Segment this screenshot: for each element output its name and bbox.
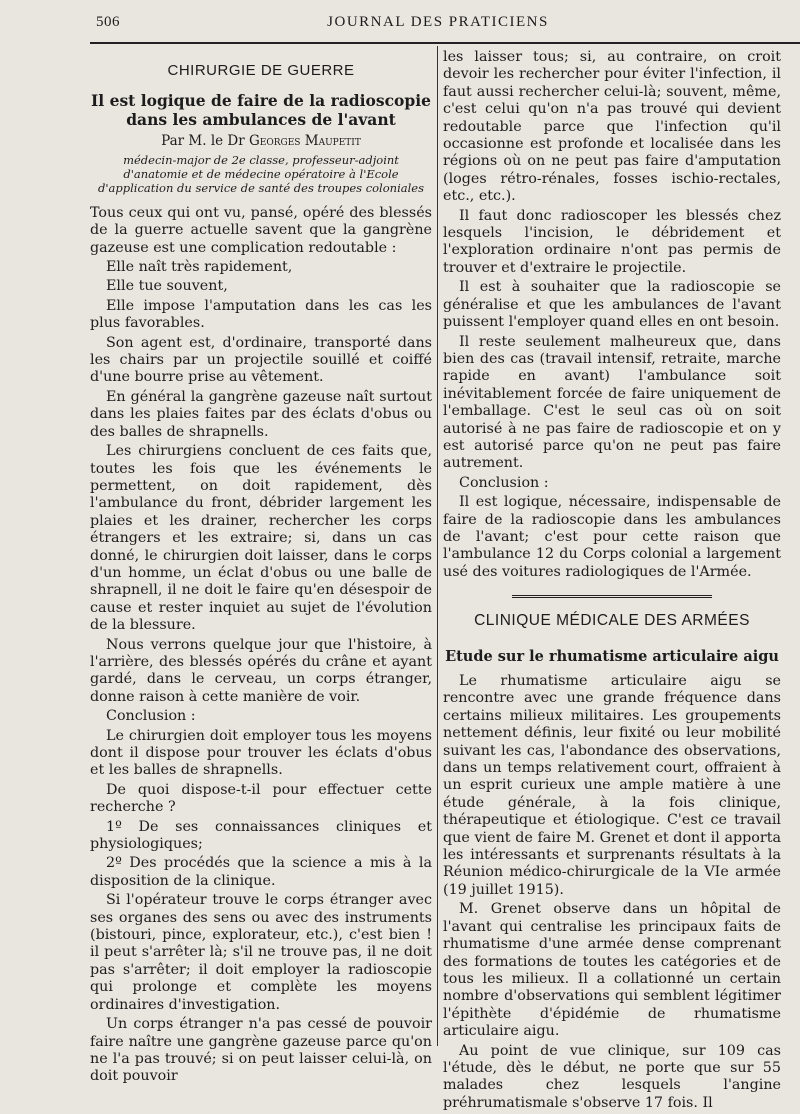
right-column xyxy=(443,49,781,1114)
paragraph: En général la gangrène gazeuse naît surtout dans les plaies faites par des éclats d'obus ou des balles de shrapnells. xyxy=(90,388,432,440)
paragraph: Conclusion : xyxy=(106,708,196,725)
paragraph: les laisser tous; si, au contraire, on croit devoir les rechercher pour éviter l'infection, il faut aussi rechercher celui-là; souvent, même, c'est celui qu'on n'a pas trouvé qui devient redoutable parce que l'infection qu'il occasionne est profonde et localisée dans les régions où on ne peut pas faire d'amputation (loges rétro-rénales, fosses ischio-rectales, etc., etc.). xyxy=(443,49,781,205)
section-separator xyxy=(512,595,712,598)
byline xyxy=(90,133,432,150)
paragraph: Elle impose l'amputation dans les cas les plus favorables. xyxy=(90,297,432,332)
byline-prefix: Par M. le Dr xyxy=(161,133,245,150)
article-title: Etude sur le rhumatisme articulaire aigu xyxy=(445,647,779,665)
paragraph: Si l'opérateur trouve le corps étranger avec ses organes des sens ou avec des instruments (bistouri, pince, explorateur, etc.), c'est bien ! il peut s'arrêter là; s'il ne trouve pas, il ne doit pas s'arrêter; il doit employer la radioscopie qui prolonge et complète les moyens ordinaires d'investigation. xyxy=(90,892,432,1013)
page-number: 506 xyxy=(96,14,120,30)
paragraph: Elle naît très rapidement, xyxy=(106,259,293,276)
paragraph: Le chirurgien doit employer tous les moyens dont il dispose pour trouver les éclats d'obus et les balles de shrapnells. xyxy=(90,727,432,779)
paragraph: 1º De ses connaissances cliniques et physiologiques; xyxy=(90,818,432,853)
paragraph: M. Grenet observe dans un hôpital de l'avant qui centralise les principaux faits de rhumatisme d'une armée dense comprenant des formations de toutes les catégories et de tous les milieux. Il a collationné un certain nombre d'observations qui semblent légitimer l'épithète d'épidémie de rhumatisme articulaire aigu. xyxy=(443,901,781,1040)
paragraph: Son agent est, d'ordinaire, transporté dans les chairs par un projectile souillé et coiffé d'une bourre prise au vêtement. xyxy=(90,334,432,386)
paragraph: Un corps étranger n'a pas cessé de pouvoir faire naître une gangrène gazeuse parce qu'on ne l'a pas trouvé; si on peut laisser celui-là, on doit pouvoir xyxy=(90,1016,432,1085)
section-heading: CHIRURGIE DE GUERRE xyxy=(167,62,355,79)
paragraph: Au point de vue clinique, sur 109 cas l'étude, dès le début, ne porte que sur 55 malades chez lesquels l'angine préhrumatismale s'observe 17 fois. Il xyxy=(443,1042,781,1111)
byline-author: Georges Maupetit xyxy=(249,133,361,150)
journal-title: JOURNAL DES PRATICIENS xyxy=(327,14,549,30)
paragraph: Tous ceux qui ont vu, pansé, opéré des blessés de la guerre actuelle savent que la gangrène gazeuse est une complication redoutable : xyxy=(90,204,432,256)
paragraph: Le rhumatisme articulaire aigu se rencontre avec une grande fréquence dans certains milieux militaires. Les groupements nettement définis, leur fixité ou leur mobilité suivant les cas, l'abondance des observations, dans un temps relativement court, offraient à un esprit curieux une ample matière à une étude générale, à la fois clinique, thérapeutique et étiologique. C'est ce travail que vient de faire M. Grenet et dont il apporta les intéressants et surprenants résultats à la Réunion médico-chirurgicale de la VIe armée (19 juillet 1915). xyxy=(443,673,781,898)
section-heading: CLINIQUE MÉDICALE DES ARMÉES xyxy=(474,612,750,630)
column-divider xyxy=(437,46,438,1046)
paragraph: Elle tue souvent, xyxy=(106,278,228,295)
left-column xyxy=(90,52,432,1088)
paragraph: Conclusion : xyxy=(459,474,549,491)
header-rule xyxy=(90,42,800,44)
paragraph: 2º Des procédés que la science a mis à la disposition de la clinique. xyxy=(90,855,432,889)
paragraph: Il faut donc radioscoper les blessés chez lesquels l'incision, le débridement et l'exploration ordinaire n'ont pas permis de trouver et d'extraire le projectile. xyxy=(443,207,781,276)
article-title: Il est logique de faire de la radioscopie dans les ambulances de l'avant xyxy=(91,91,431,130)
paragraph: Nous verrons quelque jour que l'histoire, à l'arrière, des blessés opérés du crâne et ayant gardé, dans le cerveau, un corps étranger, donne raison à cette manière de voir. xyxy=(90,636,432,705)
paragraph: Il est logique, nécessaire, indispensable de faire de la radioscopie dans les ambulances de l'avant; c'est pour cette raison que l'ambulance 12 du Corps colonial a largement usé des voitures radiologiques de l'Armée. xyxy=(443,494,781,580)
paragraph: De quoi dispose-t-il pour effectuer cette recherche ? xyxy=(90,781,432,816)
running-head xyxy=(96,14,780,36)
paragraph: Il est à souhaiter que la radioscopie se généralise et que les ambulances de l'avant puissent l'employer quand elles en ont besoin. xyxy=(443,279,781,331)
paragraph: Il reste seulement malheureux que, dans bien des cas (travail intensif, retraite, marche rapide en avant) l'ambulance soit inévitablement forcée de faire uniquement de l'emballage. C'est le seul cas où on soit autorisé à ne pas faire de radioscopie et on y est autorisé parce qu'on ne peut pas faire autrement. xyxy=(443,333,781,472)
author-affiliation: médecin-major de 2e classe, professeur-adjoint d'anatomie et de médecine opératoire à l'Ecole d'application du service de santé des troupes coloniales xyxy=(97,152,424,195)
paragraph: Les chirurgiens concluent de ces faits que, toutes les fois que les événements le permettent, on doit rapidement, dès l'ambulance du front, débrider largement les plaies et les drainer, rechercher les corps étrangers et les extraire; si, dans un cas donné, le chirurgien doit laisser, dans le corps d'un homme, un éclat d'obus ou une balle de shrapnell, il ne doit le faire qu'en désespoir de cause et rester inquiet au sujet de l'évolution de la blessure. xyxy=(90,443,432,634)
